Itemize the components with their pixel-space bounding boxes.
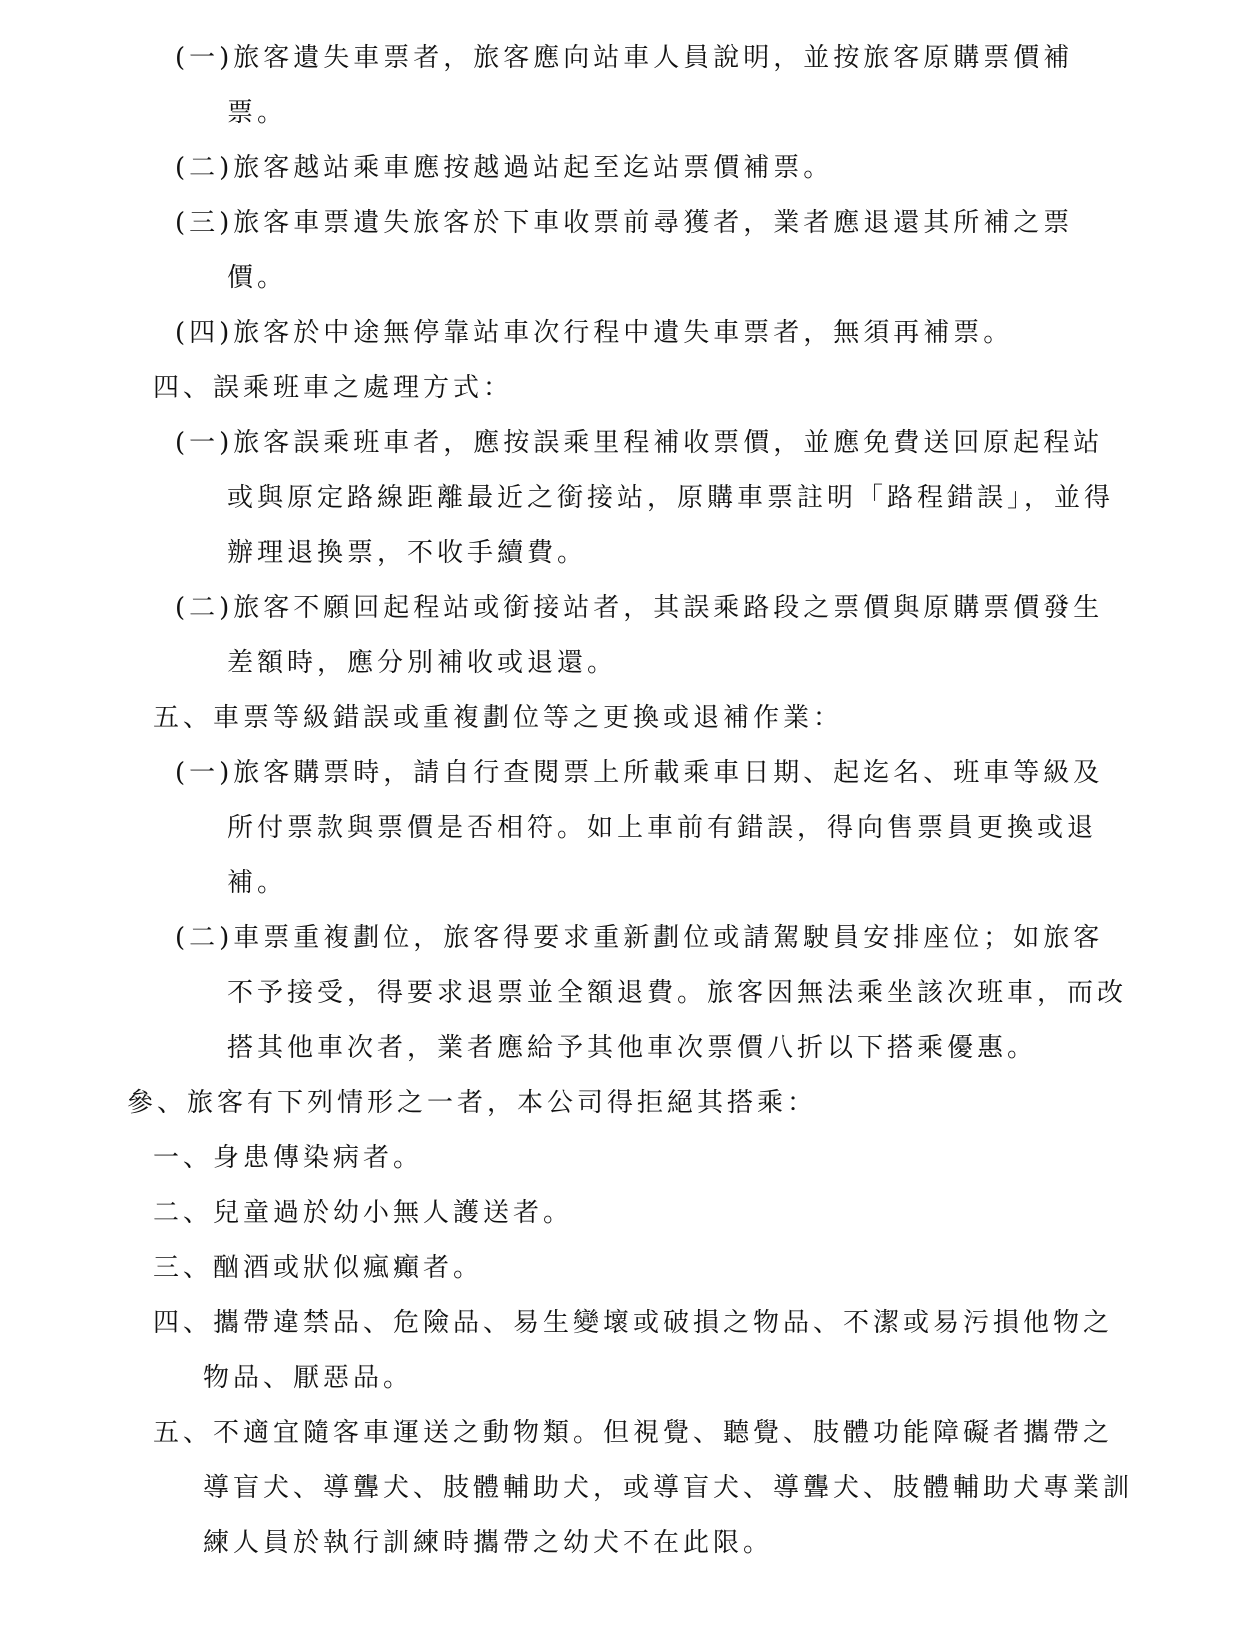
text-line: 不予接受，得要求退票並全額退費。旅客因無法乘坐該次班車，而改 [227,978,1128,1008]
text-line: 練人員於執行訓練時攜帶之幼犬不在此限。 [203,1528,774,1558]
text-line: (一)旅客遺失車票者，旅客應向站車人員說明，並按旅客原購票價補 [175,43,1074,73]
text-line: (一)旅客誤乘班車者，應按誤乘里程補收票價，並應免費送回原起程站 [175,428,1104,458]
text-line: (三)旅客車票遺失旅客於下車收票前尋獲者，業者應退還其所補之票 [175,208,1074,238]
list-item: 三、酗酒或狀似瘋癲者。 [153,1253,484,1283]
list-item: 五、不適宜隨客車運送之動物類。但視覺、聽覺、肢體功能障礙者攜帶之 [153,1418,1114,1448]
text-line: (二)車票重複劃位，旅客得要求重新劃位或請駕駛員安排座位；如旅客 [175,923,1104,953]
chapter-heading: 參、旅客有下列情形之一者，本公司得拒絕其搭乘： [127,1088,818,1118]
list-item: 四、攜帶違禁品、危險品、易生變壞或破損之物品、不潔或易污損他物之 [153,1308,1114,1338]
text-line: 物品、厭惡品。 [203,1363,414,1393]
section-heading: 四、誤乘班車之處理方式： [153,373,514,403]
text-line: (四)旅客於中途無停靠站車次行程中遺失車票者，無須再補票。 [175,318,1014,348]
text-line: (一)旅客購票時，請自行查閱票上所載乘車日期、起迄名、班車等級及 [175,758,1104,788]
list-item: 一、身患傳染病者。 [153,1143,424,1173]
text-line: 搭其他車次者，業者應給予其他車次票價八折以下搭乘優惠。 [227,1033,1038,1063]
text-line: (二)旅客不願回起程站或銜接站者，其誤乘路段之票價與原購票價發生 [175,593,1104,623]
section-heading: 五、車票等級錯誤或重複劃位等之更換或退補作業： [153,703,844,733]
text-line: 補。 [227,868,288,898]
text-line: 價。 [227,263,288,293]
text-line: 票。 [227,98,288,128]
text-line: 導盲犬、導聾犬、肢體輔助犬，或導盲犬、導聾犬、肢體輔助犬專業訓 [203,1473,1134,1503]
text-line: 或與原定路線距離最近之銜接站，原購車票註明「路程錯誤」，並得 [227,483,1115,513]
text-line: 所付票款與票價是否相符。如上車前有錯誤，得向售票員更換或退 [227,813,1098,843]
list-item: 二、兒童過於幼小無人護送者。 [153,1198,574,1228]
text-line: 辦理退換票，不收手續費。 [227,538,588,568]
text-line: 差額時，應分別補收或退還。 [227,648,618,678]
text-line: (二)旅客越站乘車應按越過站起至迄站票價補票。 [175,153,834,183]
